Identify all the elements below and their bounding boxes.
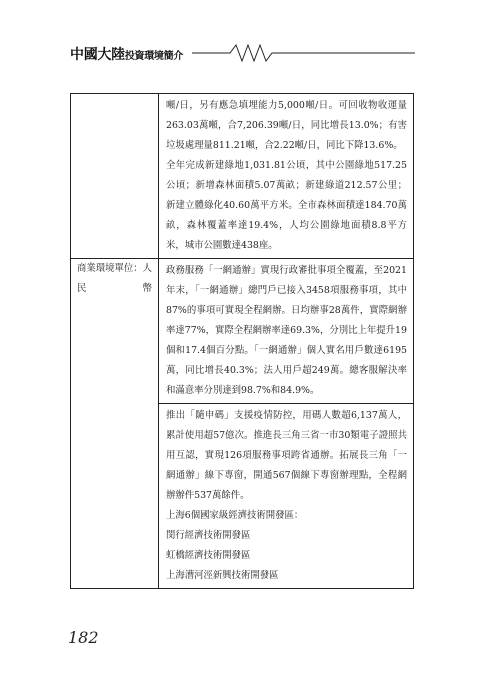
business-environment-label: 商業環境單位：人民幣 xyxy=(77,263,153,294)
list-item: 虹橋經濟技術開發區 xyxy=(166,550,251,561)
list-item: 閔行經濟技術開發區 xyxy=(166,530,251,541)
page-number: 182 xyxy=(68,628,99,647)
info-table xyxy=(70,93,414,589)
paragraph: 推出「隨申碼」支援疫情防控，用碼人數超6,137萬人，累計使用超57億次。推進長三角三省一市30類電子證照共用互認，實現126項服務事項跨省通辦。拓展長三角「一網通辦」線下專窗，開通567個線下專窗辦理點，全程網辦辦件537萬餘件。 xyxy=(166,410,407,501)
row-content-cell xyxy=(159,94,414,259)
header-title-main: 中國大陸 xyxy=(70,47,125,63)
list-item: 上海漕河涇新興技術開發區 xyxy=(166,570,279,581)
table-row xyxy=(71,259,414,589)
table-row xyxy=(71,94,414,259)
paragraph: 上海6個國家級經濟技術開發區： xyxy=(166,510,304,521)
content-segment xyxy=(159,94,413,258)
heartbeat-line-icon xyxy=(70,40,415,68)
row-content-cell xyxy=(159,259,414,589)
paragraph: 噸/日，另有應急填埋能力5,000噸/日。可回收物收運量263.03萬噸，合7,206.39噸/日，同比增長13.0%；有害垃圾處理量811.21噸，合2.22噸/日，同比下降13.6%。 xyxy=(166,100,407,151)
paragraph: 全年完成新建綠地1,031.81公頃，其中公園綠地517.25公頃；新增森林面積5.07萬畝；新建綠道212.57公里；新建立體綠化40.60萬平方米。全市森林面積達184.70萬畝，森林覆蓋率達19.4%，人均公園綠地面積8.8平方米，城市公園數達438座。 xyxy=(166,160,407,251)
row-label-cell xyxy=(71,94,159,259)
paragraph: 政務服務「一網通辦」實現行政審批事項全覆蓋，至2021年末，「一網通辦」總門戶已接入3458項服務事項，其中87%的事項可實現全程網辦。日均辦事28萬件，實際網辦率達77%，實際全程網辦率達69.3%，分別比上年提升19個和17.4個百分點。「一網通辦」個人實名用戶數達6195萬，同比增長40.3%；法人用戶超249萬。總客服解決率和滿意率分別達到98.7%和84.9%。 xyxy=(166,265,407,396)
header-title-sub: 投資環境簡介 xyxy=(124,51,184,62)
page-header xyxy=(70,40,415,68)
row-label-cell xyxy=(71,259,159,589)
content-segment xyxy=(159,259,413,403)
content-segment xyxy=(159,403,413,588)
